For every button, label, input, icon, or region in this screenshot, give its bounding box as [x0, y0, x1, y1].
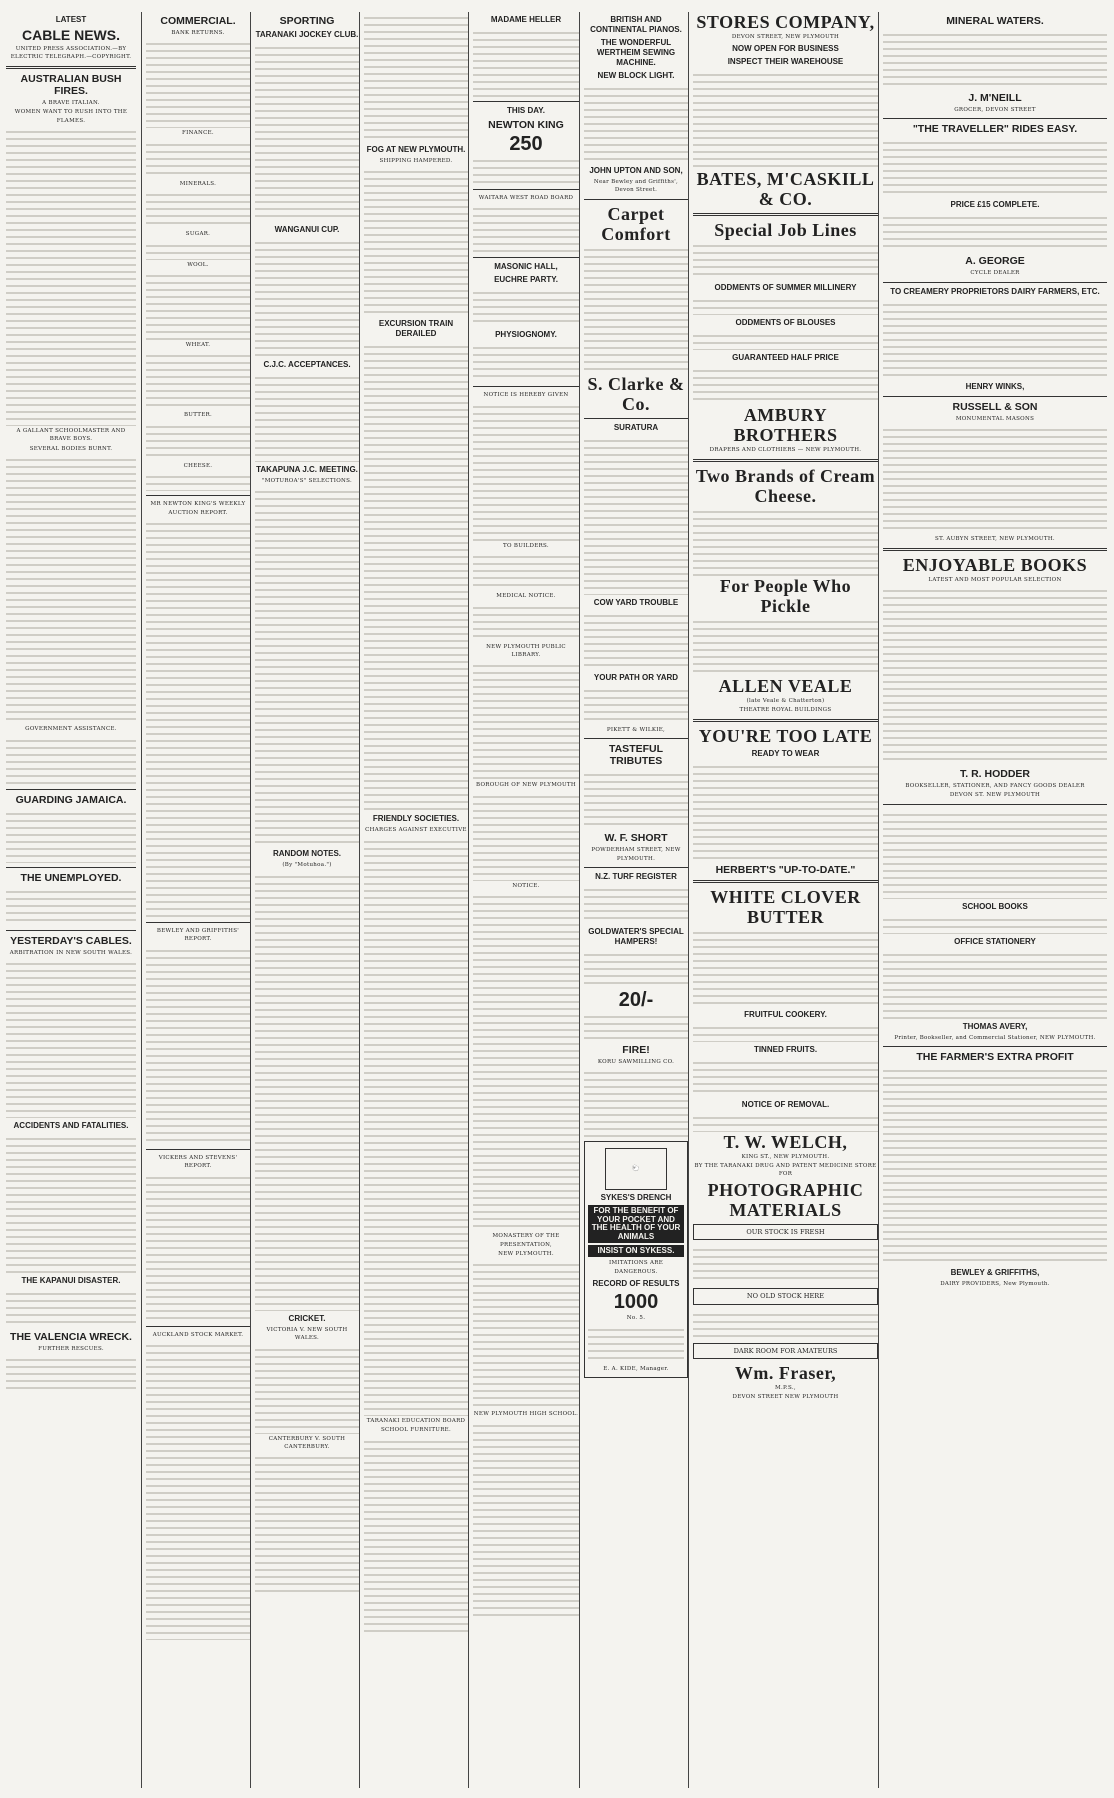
office-stationery: OFFICE STATIONERY: [954, 936, 1036, 946]
to-builders-heading: TO BUILDERS.: [503, 542, 549, 549]
sugar-heading: SUGAR.: [185, 231, 211, 238]
too-late-ad: YOU'RE TOO LATE: [698, 725, 873, 746]
imitations-warning: IMITATIONS ARE DANGEROUS.: [608, 1260, 664, 1275]
moturoa-selections-heading: "MOTUROA'S" SELECTIONS.: [261, 478, 353, 484]
school-furniture-heading: SCHOOL FURNITURE.: [380, 1427, 452, 1434]
pikett-wilkie: PIKETT & WILKIE,: [606, 726, 666, 733]
wheat-heading: WHEAT.: [185, 342, 211, 349]
high-school-heading: NEW PLYMOUTH HIGH SCHOOL.: [473, 1411, 579, 1418]
tr-hodder-ad: T. R. HODDER: [959, 768, 1030, 781]
euchre-party-ad: EUCHRE PARTY.: [494, 275, 558, 285]
creamery-ad: TO CREAMERY PROPRIETORS DAIRY FARMERS, ETC.: [890, 286, 1100, 296]
mineral-waters-ad: MINERAL WATERS.: [946, 15, 1044, 27]
monastery-heading: MONASTERY OF THE PRESENTATION,: [492, 1233, 560, 1248]
sporting-heading: SPORTING: [279, 15, 335, 27]
schoolmaster-heading: A GALLANT SCHOOLMASTER AND BRAVE BOYS.: [16, 428, 126, 443]
st-aubyn-address: ST. AUBYN STREET, NEW PLYMOUTH.: [935, 536, 1055, 543]
ready-to-wear: READY TO WEAR: [751, 748, 820, 758]
j-mneill-ad: J. M'NEILL: [968, 92, 1022, 104]
random-notes-byline: (By "Motuhoa."): [282, 862, 332, 869]
suratura-ad: SURATURA: [613, 422, 659, 432]
allen-veale: ALLEN VEALE: [718, 675, 853, 696]
monumental-masons: MONUMENTAL MASONS: [955, 415, 1035, 422]
henry-winks: HENRY WINKS,: [965, 381, 1025, 391]
tasteful-tributes-ad: TASTEFUL TRIBUTES: [608, 743, 664, 768]
stock-fresh-box: OUR STOCK IS FRESH: [693, 1224, 878, 1240]
turf-register-ad: N.Z. TURF REGISTER: [595, 872, 677, 882]
column-sporting: [250, 12, 363, 1788]
john-upton-address: Near Bewley and Griffiths', Devon Street.: [593, 179, 679, 194]
bewley-griffiths-ad: BEWLEY & GRIFFITHS,: [950, 1268, 1040, 1278]
photographic-materials: PHOTOGRAPHIC MATERIALS: [707, 1179, 864, 1220]
record-results: RECORD OF RESULTS: [592, 1279, 680, 1289]
commercial-heading: COMMERCIAL.: [160, 15, 236, 27]
latest-heading: LATEST: [55, 15, 87, 24]
column-ads-a: [579, 12, 692, 1788]
insist-banner: INSIST ON SYKESS.: [588, 1245, 684, 1257]
cjc-acceptances-heading: C.J.C. ACCEPTANCES.: [263, 360, 351, 369]
allen-veale-sub: (late Veale & Chatterton): [746, 697, 825, 704]
wool-heading: WOOL.: [187, 261, 209, 268]
sykes-drench-ad: [584, 1141, 688, 1378]
results-count: 1000: [613, 1291, 659, 1314]
notice-hereby-given: NOTICE IS HEREBY GIVEN: [483, 392, 569, 399]
drug-store-line: BY THE TARANAKI DRUG AND PATENT MEDICINE STORE FOR: [694, 1163, 877, 1178]
column-display-ads: [688, 12, 882, 1788]
thomas-avery: THOMAS AVERY,: [962, 1021, 1028, 1031]
wf-short-ad: W. F. SHORT: [604, 832, 668, 845]
body-text-block: [6, 1288, 136, 1328]
shipping-hampered-heading: SHIPPING HAMPERED.: [379, 158, 453, 164]
charges-executive-heading: CHARGES AGAINST EXECUTIVE: [365, 827, 467, 834]
oddments-blouses: ODDMENTS OF BLOUSES: [735, 318, 836, 328]
medical-notice-heading: MEDICAL NOTICE.: [496, 593, 556, 600]
column-notices: [468, 12, 583, 1788]
hodder-address: DEVON ST. NEW PLYMOUTH: [949, 792, 1041, 799]
traveller-price: PRICE £15 COMPLETE.: [950, 200, 1040, 210]
monastery-sub: NEW PLYMOUTH.: [498, 1251, 554, 1258]
cheese-heading: CHEESE.: [183, 462, 213, 469]
random-notes-heading: RANDOM NOTES.: [273, 849, 341, 859]
friendly-societies-heading: FRIENDLY SOCIETIES.: [372, 814, 460, 824]
guaranteed-half-price: GUARANTEED HALF PRICE: [732, 353, 839, 363]
column-ads-b: [878, 12, 1111, 1788]
tinned-fruits: TINNED FRUITS.: [753, 1044, 818, 1054]
column-local-news: [359, 12, 472, 1788]
bodies-heading: SEVERAL BODIES BURNT.: [29, 445, 113, 452]
notice-heading: NOTICE.: [512, 882, 540, 889]
victoria-nsw-heading: VICTORIA V. NEW SOUTH WALES.: [266, 1326, 348, 1342]
this-day-heading: THIS DAY.: [507, 106, 545, 115]
dairy-providers: DAIRY PROVIDERS, New Plymouth.: [940, 1281, 1050, 1288]
bush-fires-heading: AUSTRALIAN BUSH FIRES.: [20, 72, 122, 97]
fire-ad: FIRE!: [622, 1044, 650, 1057]
dark-room-box: DARK ROOM FOR AMATEURS: [693, 1343, 878, 1359]
benefit-banner: FOR THE BENEFIT OF YOUR POCKET AND THE HEALTH OF YOUR ANIMALS: [588, 1205, 684, 1243]
hodder-sub: BOOKSELLER, STATIONER, AND FANCY GOODS DEALER: [905, 783, 1085, 790]
education-board-heading: TARANAKI EDUCATION BOARD: [366, 1417, 466, 1424]
bank-returns-heading: BANK RETURNS.: [171, 30, 225, 36]
wf-short-address: POWDERHAM STREET, NEW PLYMOUTH.: [591, 847, 681, 862]
train-derailed-heading: EXCURSION TRAIN DERAILED: [378, 319, 454, 339]
kapanui-heading: THE KAPANUI DISASTER.: [21, 1276, 121, 1286]
traveller-ad: "THE TRAVELLER" RIDES EASY.: [912, 123, 1078, 136]
manager-signature: E. A. KIDE, Manager.: [603, 1365, 669, 1372]
notice-removal: NOTICE OF REMOVAL.: [741, 1099, 830, 1109]
path-yard-ad: YOUR PATH OR YARD: [593, 672, 679, 682]
newton-king-report-heading: MR NEWTON KING'S WEEKLY AUCTION REPORT.: [150, 501, 246, 516]
cycle-dealer: CYCLE DEALER: [970, 270, 1020, 277]
clarke-co-ad: S. Clarke & Co.: [587, 373, 685, 414]
cricket-heading: CRICKET.: [288, 1313, 326, 1323]
cow-yard-ad: COW YARD TROUBLE: [593, 597, 679, 607]
herberts-up-to-date: HERBERT'S "UP-TO-DATE.": [715, 863, 856, 876]
number-label: No. 5.: [626, 1315, 646, 1322]
column-cable-news: [6, 12, 140, 1788]
pianos-ad: BRITISH AND CONTINENTAL PIANOS.: [590, 15, 682, 34]
body-text-block: [6, 735, 136, 785]
fruitful-cookery: FRUITFUL COOKERY.: [744, 1009, 827, 1019]
stores-company-title: STORES COMPANY,: [696, 12, 875, 32]
sheep-logo-image: 🐑: [605, 1148, 667, 1190]
accidents-heading: ACCIDENTS AND FATALITIES.: [13, 1121, 129, 1131]
carpet-comfort-ad: Carpet Comfort: [601, 203, 671, 244]
body-text-block: [6, 1133, 136, 1273]
fraser-address: DEVON STREET NEW PLYMOUTH: [732, 1394, 839, 1401]
road-board-notice: WAITARA WEST ROAD BOARD: [478, 195, 574, 201]
sykes-drench-title: SYKES'S DRENCH: [600, 1193, 672, 1203]
body-text-block: [6, 126, 136, 426]
mneill-sub: GROCER, DEVON STREET: [954, 107, 1036, 113]
minerals-heading: MINERALS.: [179, 180, 217, 187]
masonic-hall-ad: MASONIC HALL,: [494, 262, 558, 272]
library-heading: NEW PLYMOUTH PUBLIC LIBRARY.: [486, 643, 566, 659]
now-open: NOW OPEN FOR BUSINESS: [732, 44, 839, 54]
hamper-price: 20/-: [618, 989, 654, 1012]
body-text-block: [6, 1354, 136, 1394]
stores-address: DEVON STREET, NEW PLYMOUTH: [731, 34, 840, 40]
auction-number: 250: [509, 133, 543, 155]
fog-heading: FOG AT NEW PLYMOUTH.: [366, 145, 466, 154]
ambury-brothers: AMBURY BROTHERS: [733, 405, 838, 446]
body-text-block: [6, 454, 136, 724]
bewley-griffiths-report-heading: BEWLEY AND GRIFFITHS' REPORT.: [156, 928, 240, 943]
goldwaters-ad: GOLDWATER'S SPECIAL HAMPERS!: [588, 927, 684, 947]
enjoyable-books-ad: ENJOYABLE BOOKS: [902, 554, 1088, 575]
jamaica-heading: GUARDING JAMAICA.: [15, 793, 127, 806]
avery-sub: Printer, Bookseller, and Commercial Stationer, NEW PLYMOUTH.: [894, 1034, 1096, 1041]
no-old-stock-box: NO OLD STOCK HERE: [693, 1288, 878, 1304]
unemployed-heading: THE UNEMPLOYED.: [20, 871, 122, 884]
school-books: SCHOOL BOOKS: [962, 901, 1028, 911]
body-text-block: [6, 958, 136, 1118]
block-light-ad: NEW BLOCK LIGHT.: [597, 71, 675, 80]
body-text-block: [6, 886, 136, 926]
bush-fires-sub1: A BRAVE ITALIAN.: [42, 99, 100, 106]
farmers-extra-profit: THE FARMER'S EXTRA PROFIT: [916, 1051, 1074, 1064]
inspect-warehouse: INSPECT THEIR WAREHOUSE: [727, 57, 844, 67]
takapuna-heading: TAKAPUNA J.C. MEETING.: [256, 465, 358, 474]
government-assistance-heading: GOVERNMENT ASSISTANCE.: [25, 726, 117, 733]
white-clover-butter: WHITE CLOVER BUTTER: [710, 886, 861, 927]
wm-fraser: Wm. Fraser,: [734, 1363, 837, 1384]
borough-heading: BOROUGH OF NEW PLYMOUTH: [476, 782, 576, 789]
taranaki-jockey-club-heading: TARANAKI JOCKEY CLUB.: [255, 30, 359, 39]
ambury-sub: DRAPERS AND CLOTHIERS — NEW PLYMOUTH.: [709, 447, 862, 454]
pickle-ad: For People Who Pickle: [719, 575, 852, 616]
valencia-heading: THE VALENCIA WRECK.: [10, 1331, 132, 1344]
further-rescues-heading: FURTHER RESCUES.: [38, 1346, 104, 1353]
latest-selection: LATEST AND MOST POPULAR SELECTION: [928, 576, 1062, 583]
madame-heller-ad: MADAME HELLER: [490, 15, 562, 24]
john-upton-ad: JOHN UPTON AND SON,: [589, 166, 683, 175]
vickers-stevens-heading: VICKERS AND STEVENS' REPORT.: [158, 1154, 238, 1170]
physiognomy-ad: PHYSIOGNOMY.: [495, 330, 557, 340]
special-job-lines: Special Job Lines: [714, 220, 857, 241]
sewing-machine-ad: THE WONDERFUL WERTHEIM SEWING MACHINE.: [596, 38, 676, 67]
finance-heading: FINANCE.: [182, 130, 214, 137]
arbitration-heading: ARBITRATION IN NEW SOUTH WALES.: [9, 949, 133, 956]
theatre-royal: THEATRE ROYAL BUILDINGS: [739, 707, 832, 714]
bush-fires-sub2: WOMEN WANT TO RUSH INTO THE FLAMES.: [14, 109, 128, 124]
body-text-block: [6, 808, 136, 863]
tw-welch-address: KING ST., NEW PLYMOUTH.: [741, 1153, 830, 1160]
yesterdays-cables-heading: YESTERDAY'S CABLES.: [10, 934, 132, 947]
bates-mcaskill-title: BATES, M'CASKILL & CO.: [696, 169, 875, 210]
russell-son-ad: RUSSELL & SON: [952, 400, 1038, 413]
cable-news-subheading: UNITED PRESS ASSOCIATION.—BY ELECTRIC TELEGRAPH.—COPYRIGHT.: [10, 46, 132, 61]
auckland-stock-heading: AUCKLAND STOCK MARKET.: [152, 1331, 244, 1338]
wanganui-cup-heading: WANGANUI CUP.: [274, 225, 340, 234]
cable-news-heading: CABLE NEWS.: [22, 27, 120, 43]
newton-king-ad: NEWTON KING: [488, 119, 564, 131]
column-commercial: [141, 12, 254, 1788]
tw-welch: T. W. WELCH,: [723, 1131, 848, 1152]
fraser-mps: M.P.S.,: [775, 1385, 796, 1392]
a-george-ad: A. GEORGE: [965, 255, 1025, 268]
butter-heading: BUTTER.: [183, 412, 213, 419]
summer-millinery: ODDMENTS OF SUMMER MILLINERY: [714, 283, 857, 293]
canterbury-heading: CANTERBURY V. SOUTH CANTERBURY.: [268, 1435, 346, 1451]
cream-cheese-ad: Two Brands of Cream Cheese.: [695, 465, 876, 506]
koru-sawmilling: KORU SAWMILLING CO.: [597, 1059, 675, 1066]
